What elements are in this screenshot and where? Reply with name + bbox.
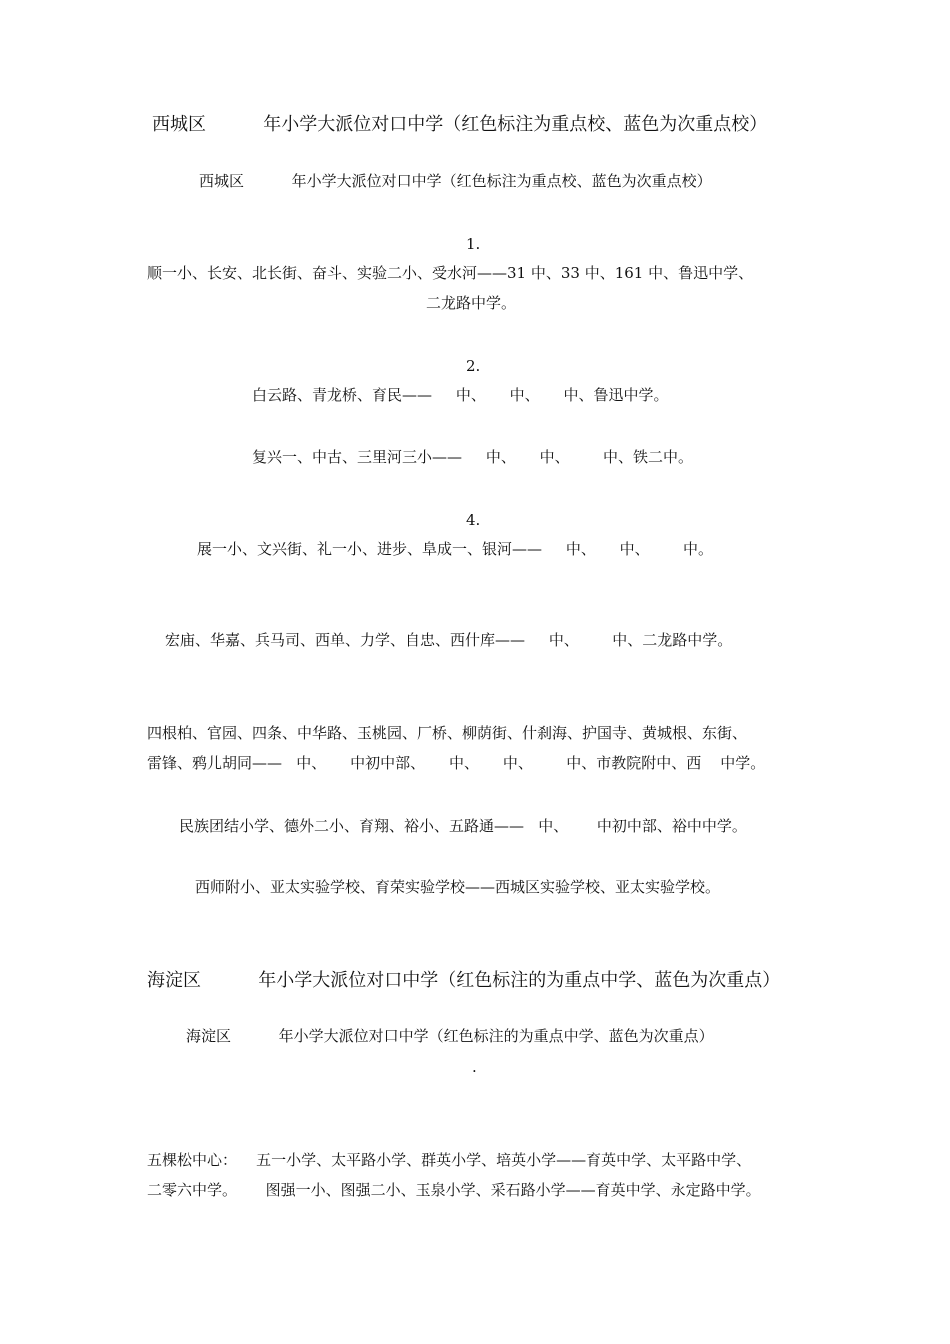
- group-1-line-1: 顺一小、长安、北长街、奋斗、实验二小、受水河——31 中、33 中、161 中、鲁迅中学、: [147, 264, 754, 282]
- group-2-line: 白云路、青龙桥、育民—— 中、 中、 中、鲁迅中学。: [252, 386, 669, 404]
- group-3-line: 复兴一、中古、三里河三小—— 中、 中、 中、铁二中。: [252, 448, 694, 466]
- group-8-line: 西师附小、亚太实验学校、育荣实验学校——西城区实验学校、亚太实验学校。: [195, 878, 721, 896]
- group-number-1: 1.: [466, 235, 481, 253]
- xicheng-subheading: 西城区 年小学大派位对口中学（红色标注为重点校、蓝色为次重点校）: [199, 172, 712, 190]
- xicheng-heading: 西城区 年小学大派位对口中学（红色标注为重点校、蓝色为次重点校）: [152, 114, 768, 135]
- wukesong-line-2: 二零六中学。 图强一小、图强二小、玉泉小学、采石路小学——育英中学、永定路中学。: [147, 1181, 761, 1199]
- group-5-line: 宏庙、华嘉、兵马司、西单、力学、自忠、西什库—— 中、 中、二龙路中学。: [165, 631, 733, 649]
- wukesong-line-1: 五棵松中心： 五一小学、太平路小学、群英小学、培英小学——育英中学、太平路中学、: [147, 1151, 752, 1169]
- haidian-heading: 海淀区 年小学大派位对口中学（红色标注的为重点中学、蓝色为次重点）: [147, 970, 781, 991]
- group-number-4: 4.: [466, 511, 481, 529]
- haidian-subheading: 海淀区 年小学大派位对口中学（红色标注的为重点中学、蓝色为次重点）: [186, 1027, 714, 1045]
- haidian-dot: .: [472, 1058, 477, 1076]
- group-4-line: 展一小、文兴街、礼一小、进步、阜成一、银河—— 中、 中、 中。: [197, 540, 714, 558]
- group-1-line-2: 二龙路中学。: [426, 294, 517, 312]
- group-6-line-2: 雷锋、鸦儿胡同—— 中、 中初中部、 中、 中、 中、市教院附中、西 中学。: [147, 754, 766, 772]
- group-number-2: 2.: [466, 357, 481, 375]
- group-6-line-1: 四根柏、官园、四条、中华路、玉桃园、厂桥、柳荫街、什刹海、护国寺、黄城根、东街、: [147, 724, 748, 742]
- group-7-line: 民族团结小学、德外二小、育翔、裕小、五路通—— 中、 中初中部、裕中中学。: [179, 817, 747, 835]
